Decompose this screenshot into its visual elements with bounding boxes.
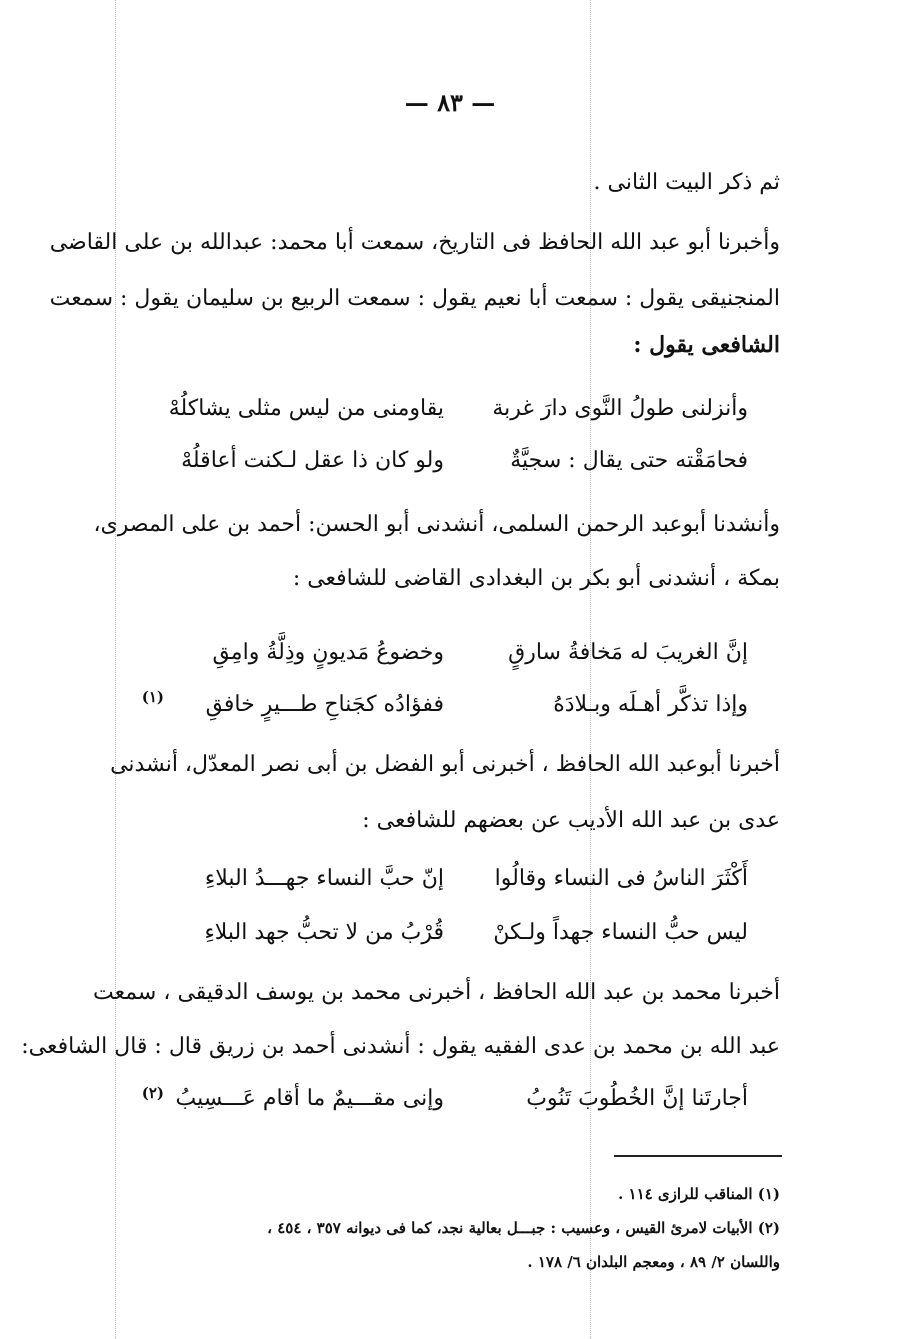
verse-hemistich: وإذا تذكَّر أهـلَه وبـلادَهُ (553, 692, 748, 717)
verse-hemistich: وخضوعُ مَديونٍ وذِلَّةُ وامِقِ (212, 640, 444, 665)
text-line: الشافعى يقول : (633, 332, 780, 358)
text-line: أخبرنا محمد بن عبد الله الحافظ ، أخبرنى محمد بن يوسف الدقيقى ، سمعت (93, 980, 780, 1005)
margin-dotted-line (115, 0, 116, 1339)
verse-hemistich: ففؤادُه كجَناحِ طـــيرٍ خافقِ (205, 692, 444, 717)
footnote-reference: (١) (141, 688, 164, 706)
verse-hemistich: أجارتَنا إنَّ الخُطُوبَ تَنُوبُ (526, 1086, 748, 1111)
verse-hemistich: ولو كان ذا عقل لـكنت أعاقلُهْ (181, 448, 444, 473)
footnote: واللسان ٢/ ٨٩ ، ومعجم البلدان ٦/ ١٧٨ . (527, 1253, 780, 1271)
verse-hemistich: إنّ حبَّ النساء جهـــدُ البلاءِ (204, 866, 444, 891)
verse-hemistich: وأنزلنى طولُ النَّوى دارَ غربة (492, 396, 748, 421)
page-number: — ٨٣ — (404, 88, 496, 117)
text-line: المنجنيقى يقول : سمعت أبا نعيم يقول : سمعت الربيع بن سليمان يقول : سمعت (49, 286, 780, 311)
text-line: بمكة ، أنشدنى أبو بكر بن البغدادى القاضى للشافعى : (292, 566, 780, 591)
verse-hemistich: وإنى مقـــيمٌ ما أقام عَـــسِيبُ (175, 1086, 444, 1111)
footnote-reference: (٢) (141, 1084, 164, 1102)
verse-hemistich: قُرْبُ من لا تحبُّ جهد البلاءِ (204, 920, 444, 945)
text-line: ثم ذكر البيت الثانى . (593, 170, 780, 195)
footnote-separator (614, 1155, 782, 1157)
text-line: وأخبرنا أبو عبد الله الحافظ فى التاريخ، سمعت أبا محمد: عبدالله بن على القاضى (49, 230, 780, 255)
text-line: عدى بن عبد الله الأديب عن بعضهم للشافعى : (362, 808, 780, 833)
footnote: (٢) الأبيات لامرئ القيس ، وعسيب : جبـــل بعالية نجد، كما فى ديوانه ٣٥٧ ، ٤٥٤ ، (267, 1219, 780, 1237)
verse-hemistich: فحامَقْته حتى يقال : سجيَّةٌ (510, 448, 748, 473)
text-line: عبد الله بن محمد بن عدى الفقيه يقول : أنشدنى أحمد بن زريق قال : قال الشافعى: (21, 1034, 780, 1059)
verse-hemistich: إنَّ الغريبَ له مَخافةُ سارقٍ (508, 640, 748, 665)
text-line: أخبرنا أبوعبد الله الحافظ ، أخبرنى أبو الفضل بن أبى نصر المعدّل، أنشدنى (110, 752, 780, 777)
verse-hemistich: ليس حبُّ النساء جهداً ولـكنْ (493, 920, 748, 945)
text-line: وأنشدنا أبوعبد الرحمن السلمى، أنشدنى أبو الحسن: أحمد بن على المصرى، (93, 512, 780, 537)
verse-hemistich: أَكْثَرَ الناسُ فى النساء وقالُوا (494, 866, 748, 891)
footnote: (١) المناقب للرازى ١١٤ . (618, 1185, 780, 1203)
verse-hemistich: يقاومنى من ليس مثلى يشاكلُهْ (168, 396, 444, 421)
